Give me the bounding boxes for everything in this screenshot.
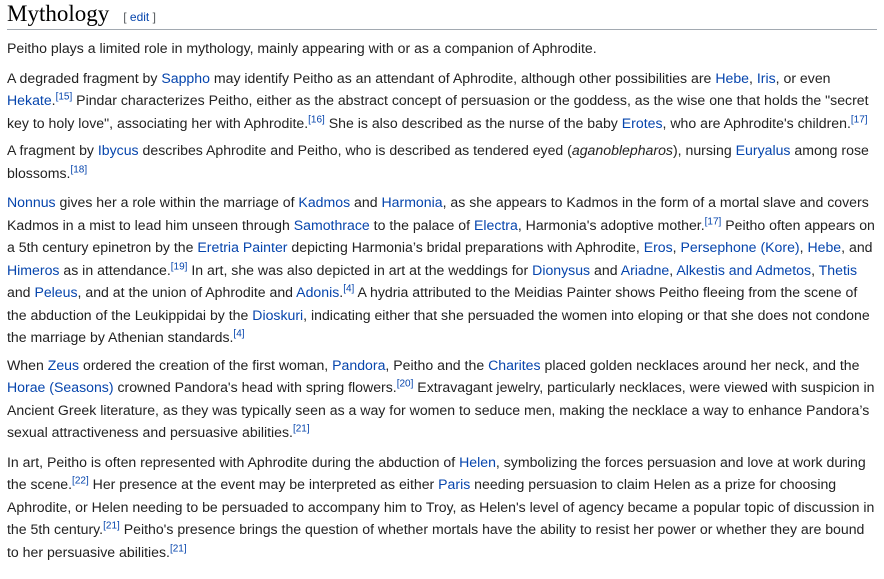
paragraph-text: In art, she was also depicted in art at the weddings for (187, 261, 533, 278)
paragraph-text: gives her a role within the marriage of (55, 194, 299, 210)
article-link[interactable]: Kadmos (298, 194, 351, 210)
paragraph-text: as in attendance. (59, 261, 171, 278)
citation-ref (233, 328, 244, 339)
citation-ref (72, 475, 89, 486)
citation-ref (851, 114, 868, 125)
paragraph-text: Her presence at the event may be interpreted as either (88, 476, 439, 492)
article-link[interactable]: Dionysus (532, 261, 591, 278)
paragraph-text: to the palace of (369, 216, 474, 233)
edit-link[interactable]: edit (129, 10, 150, 24)
paragraph-text: . (339, 284, 344, 300)
paragraph-text: , (672, 239, 681, 255)
paragraph-text: In art, Peitho is often represented with Aphrodite during the abduction of (7, 453, 460, 470)
edit-bracket-close: ] (152, 10, 156, 24)
paragraph-text: among rose blossoms. (7, 142, 869, 181)
paragraph-text: Peitho often appears on a 5th century epinetron by the (7, 216, 875, 255)
article-link[interactable]: Electra (473, 216, 518, 233)
paragraph-text: and (7, 284, 35, 300)
article-link[interactable]: Charites (488, 356, 541, 373)
article-link[interactable]: Pandora (332, 356, 386, 373)
citation-ref (171, 261, 188, 272)
article-link[interactable]: Himeros (7, 261, 60, 278)
paragraph-text: depicting Harmonia’s bridal preparations with Aphrodite, (287, 239, 644, 255)
citation-link[interactable]: [22] (72, 475, 89, 487)
section-heading (7, 0, 877, 30)
paragraph-text: A fragment by (7, 142, 98, 158)
citation-link[interactable]: [18] (70, 163, 88, 175)
citation-ref (56, 91, 73, 102)
citation-link[interactable]: [4] (343, 283, 355, 295)
article-link[interactable]: Dioskuri (252, 306, 304, 323)
paragraph-text: , indicating either that she persuaded the women into eloping or that she does not condone the marriage by Athenian standards. (7, 306, 870, 345)
paragraph-text: , (749, 69, 757, 86)
article-link[interactable]: Alkestis and Admetos (676, 261, 812, 278)
paragraph-text: , and (841, 239, 873, 255)
paragraph-text: , or even (775, 69, 831, 86)
article-link[interactable]: Samothrace (293, 216, 370, 233)
paragraph-text: may identify Peitho as an attendant of Aphrodite, although other possibilities are (209, 69, 716, 86)
paragraph-text: and (590, 261, 621, 278)
section-title: Mythology (7, 1, 110, 26)
citation-link[interactable]: [17] (704, 215, 722, 227)
article-link[interactable]: Iris (756, 69, 776, 86)
paragraph (7, 191, 877, 349)
article-link[interactable]: Thetis (818, 261, 858, 278)
paragraph (7, 354, 877, 444)
paragraph-text: A hydria attributed to the Meidias Painter shows Peitho fleeing from the scene of the abduction of the Leukippidai by the (7, 284, 858, 323)
citation-ref (170, 543, 187, 554)
citation-ref (343, 283, 354, 294)
citation-link[interactable]: [21] (169, 542, 187, 554)
paragraph-text: , (799, 239, 808, 255)
citation-link[interactable]: [4] (233, 328, 245, 340)
citation-ref (705, 216, 722, 227)
paragraph-text: placed golden necklaces around her neck, and the (540, 356, 860, 373)
article-link[interactable]: Sappho (161, 69, 210, 86)
citation-ref (397, 378, 414, 389)
citation-ref (103, 520, 120, 531)
paragraph-text: crowned Pandora's head with spring flowers. (113, 379, 397, 395)
edit-bracket-open: [ (123, 10, 127, 24)
paragraph (7, 139, 877, 184)
paragraph-text: She is also described as the nurse of the baby (324, 114, 622, 131)
paragraph-text: Peitho plays a limited role in mythology, mainly appearing with or as a companion of Aphrodite. (7, 40, 597, 56)
paragraph-text: Peitho's presence brings the question of whether mortals have the ability to resist her power or whether they are bound to her persuasive abilities. (7, 521, 865, 560)
article-link[interactable]: Euryalus (735, 142, 791, 158)
paragraph-text: ordered the creation of the first woman, (79, 356, 333, 373)
paragraph-text: , Peitho and the (385, 356, 489, 373)
paragraph-text: Pindar characterizes Peitho, either as the abstract concept of persuasion or the goddess, as the wise one that holds the "secret key to holy love", associating her with Aphrodite. (7, 92, 869, 131)
citation-ref (70, 164, 87, 175)
citation-link[interactable]: [17] (850, 113, 868, 125)
article-link[interactable]: Harmonia (381, 194, 443, 210)
paragraph (7, 37, 877, 60)
article-link[interactable]: Nonnus (7, 194, 56, 210)
paragraph-text: , who are Aphrodite's children. (662, 114, 851, 131)
italic-term: aganoblepharos (571, 142, 673, 158)
article-link[interactable]: Hebe (807, 239, 842, 255)
article-link[interactable]: Eretria Painter (197, 239, 288, 255)
article-link[interactable]: Peleus (34, 284, 78, 300)
citation-ref (308, 114, 325, 125)
article-link[interactable]: Hekate (7, 92, 52, 108)
article-link[interactable]: Hebe (715, 69, 750, 86)
paragraph-text: , and at the union of Aphrodite and (77, 284, 297, 300)
paragraph-text: and (350, 194, 382, 210)
paragraph-text: , symbolizing the forces persuasion and love at work during the scene. (7, 453, 866, 492)
article-link[interactable]: Adonis (296, 284, 340, 300)
paragraph-text: ), nursing (672, 142, 736, 158)
citation-link[interactable]: [20] (396, 378, 414, 390)
article-link[interactable]: Paris (438, 476, 471, 492)
paragraph-text: A degraded fragment by (7, 69, 162, 86)
paragraph-text: . (51, 92, 56, 108)
article-link[interactable]: Zeus (47, 356, 80, 373)
citation-link[interactable]: [21] (103, 520, 120, 532)
citation-ref (293, 423, 310, 434)
article-link[interactable]: Ibycus (97, 142, 139, 158)
paragraph-text: , (669, 261, 677, 278)
article-link[interactable]: Erotes (621, 114, 663, 131)
article-link[interactable]: Helen (459, 453, 496, 470)
article-link[interactable]: Horae (Seasons) (7, 379, 114, 395)
paragraph-text: , as she appears to Kadmos in the form of a mortal slave and covers Kadmos in a mist to lead him unseen through (7, 194, 869, 233)
paragraph (7, 67, 877, 135)
paragraph-text: When (7, 356, 48, 373)
paragraph-text: describes Aphrodite and Peitho, who is described as tendered eyed ( (138, 142, 572, 158)
citation-link[interactable]: [21] (292, 423, 310, 435)
paragraph-text: needing persuasion to claim Helen as a prize for choosing Aphrodite, or Helen needing to be persuaded to accompany him to Troy, as Helen's level of agency became a popular topic of discussion in the 5th century. (7, 476, 875, 537)
article-link[interactable]: Ariadne (620, 261, 670, 278)
article-link[interactable]: Persephone (Kore) (680, 239, 800, 255)
paragraph (7, 451, 877, 564)
paragraph-text: Extravagant jewelry, particularly necklaces, were viewed with suspicion in Ancient Greek literature, as they was typically seen as a way for women to seduce men, making the necklace a way to enhance Pandora’s sexual attractiveness and persuasive abilities. (7, 379, 875, 440)
citation-link[interactable]: [16] (308, 113, 325, 125)
edit-section (123, 10, 156, 24)
paragraph-text: , (811, 261, 819, 278)
citation-link[interactable]: [15] (55, 91, 73, 103)
paragraph-text: , Harmonia's adoptive mother. (517, 216, 705, 233)
article-link[interactable]: Eros (643, 239, 673, 255)
citation-link[interactable]: [19] (170, 260, 188, 272)
